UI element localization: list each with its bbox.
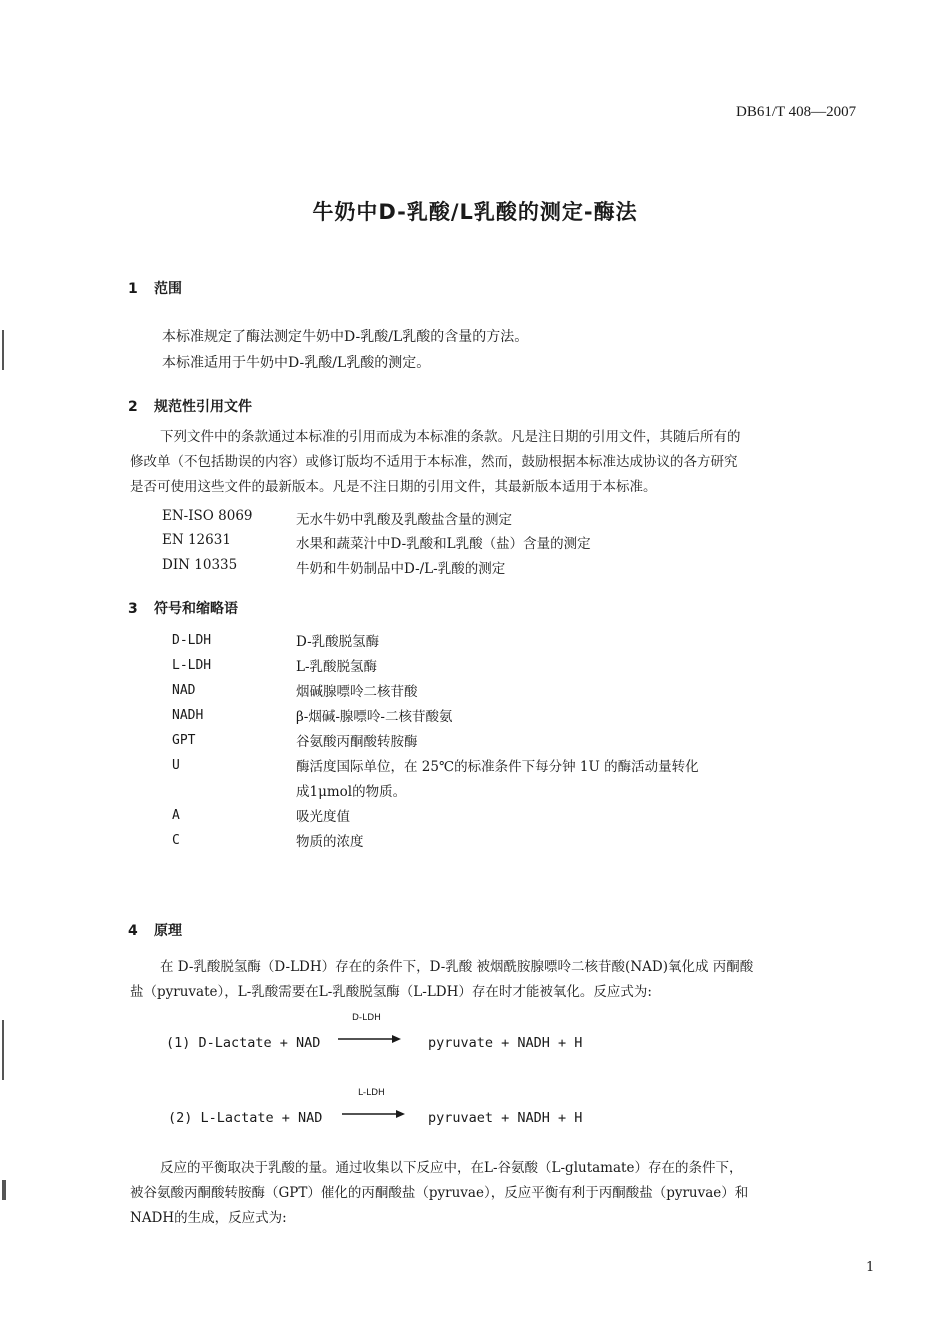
enzyme-label: D-LDH: [352, 1013, 381, 1023]
symbol-definition: β-烟碱-腺嘌呤-二核苷酸氨: [296, 709, 453, 725]
symbol-definition: 烟碱腺嘌呤二核苷酸: [296, 684, 418, 700]
section-number: 2: [128, 399, 138, 415]
symbol-code: C: [172, 833, 180, 848]
reference-code: DIN 10335: [162, 557, 238, 573]
equation-left-side: (2) L-Lactate + NAD: [168, 1110, 323, 1126]
section-title: 范围: [154, 281, 182, 297]
paragraph-line: 被谷氨酸丙酮酸转胺酶（GPT）催化的丙酮酸盐（pyruvae），反应平衡有利于丙酮酸盐（pyruvae）和: [130, 1185, 749, 1201]
reaction-arrow-icon: [338, 1033, 402, 1045]
document-number: DB61/T 408—2007: [736, 104, 857, 120]
paragraph-line: 盐（pyruvate），L-乳酸需要在L-乳酸脱氢酶（L-LDH）存在时才能被氧化。反应式为:: [130, 984, 652, 1000]
enzyme-label: L-LDH: [358, 1088, 385, 1098]
section-2-paragraph: [130, 425, 872, 500]
section-title: 原理: [154, 923, 182, 939]
scan-margin-mark: [2, 1180, 6, 1200]
symbol-definition: 谷氨酸丙酮酸转胺酶: [296, 734, 418, 750]
section-2-heading: [128, 396, 252, 416]
paragraph-line: 在 D-乳酸脱氢酶（D-LDH）存在的条件下，D-乳酸 被烟酰胺腺嘌呤二核苷酸(NAD)氧化成 丙酮酸: [160, 959, 754, 975]
symbol-code: L-LDH: [172, 658, 212, 673]
page-number: 1: [866, 1260, 875, 1275]
reference-title: 牛奶和牛奶制品中D-/L-乳酸的测定: [296, 561, 506, 577]
symbol-code: A: [172, 808, 180, 823]
section-number: 4: [128, 923, 138, 939]
paragraph-line: 是否可使用这些文件的最新版本。凡是不注日期的引用文件，其最新版本适用于本标准。: [130, 479, 657, 495]
symbol-code: NAD: [172, 683, 196, 698]
reaction-arrow-icon: [342, 1108, 406, 1120]
paragraph-line: 下列文件中的条款通过本标准的引用而成为本标准的条款。凡是注日期的引用文件，其随后所有的: [160, 429, 741, 445]
reference-title: 无水牛奶中乳酸及乳酸盐含量的测定: [296, 512, 512, 528]
section-title: 规范性引用文件: [154, 399, 252, 415]
section-4-heading: [128, 920, 182, 940]
scan-margin-mark: [2, 330, 4, 370]
reference-code: EN-ISO 8069: [162, 508, 253, 524]
symbol-definition: 吸光度值: [296, 809, 350, 825]
reference-code: EN 12631: [162, 532, 231, 548]
section-1-heading: [128, 278, 182, 298]
section-1-line: 本标准适用于牛奶中D-乳酸/L乳酸的测定。: [162, 355, 431, 371]
symbol-code: NADH: [172, 708, 204, 723]
paragraph-line: 反应的平衡取决于乳酸的量。通过收集以下反应中，在L-谷氨酸（L-glutamate）存在的条件下，: [160, 1160, 743, 1176]
symbol-definition: 物质的浓度: [296, 834, 364, 850]
section-title: 符号和缩略语: [154, 601, 238, 617]
symbol-code: GPT: [172, 733, 196, 748]
section-4-intro: [130, 955, 872, 1005]
symbol-definition: D-乳酸脱氢酶: [296, 634, 380, 650]
symbol-definition: L-乳酸脱氢酶: [296, 659, 378, 675]
symbol-definition-continued: 成1μmol的物质。: [296, 784, 407, 800]
section-number: 1: [128, 281, 138, 297]
symbol-code: D-LDH: [172, 633, 212, 648]
paragraph-line: 修改单（不包括勘误的内容）或修订版均不适用于本标准，然而，鼓励根据本标准达成协议的各方研究: [130, 454, 738, 470]
symbol-code: U: [172, 758, 180, 773]
reference-title: 水果和蔬菜汁中D-乳酸和L乳酸（盐）含量的测定: [296, 536, 591, 552]
equation-right-side: pyruvaet + NADH + H: [428, 1110, 583, 1126]
section-3-heading: [128, 598, 238, 618]
symbol-definition: 酶活度国际单位，在 25℃的标准条件下每分钟 1U 的酶活动量转化: [296, 759, 699, 775]
paragraph-line: NADH的生成，反应式为:: [130, 1210, 287, 1226]
section-1-line: 本标准规定了酶法测定牛奶中D-乳酸/L乳酸的含量的方法。: [162, 329, 529, 345]
page-title: 牛奶中D-乳酸/L乳酸的测定-酶法: [312, 200, 638, 224]
section-number: 3: [128, 601, 138, 617]
equation-left-side: (1) D-Lactate + NAD: [166, 1035, 321, 1051]
section-4-outro: [130, 1156, 872, 1231]
scan-margin-mark: [2, 1020, 4, 1080]
equation-right-side: pyruvate + NADH + H: [428, 1035, 583, 1051]
